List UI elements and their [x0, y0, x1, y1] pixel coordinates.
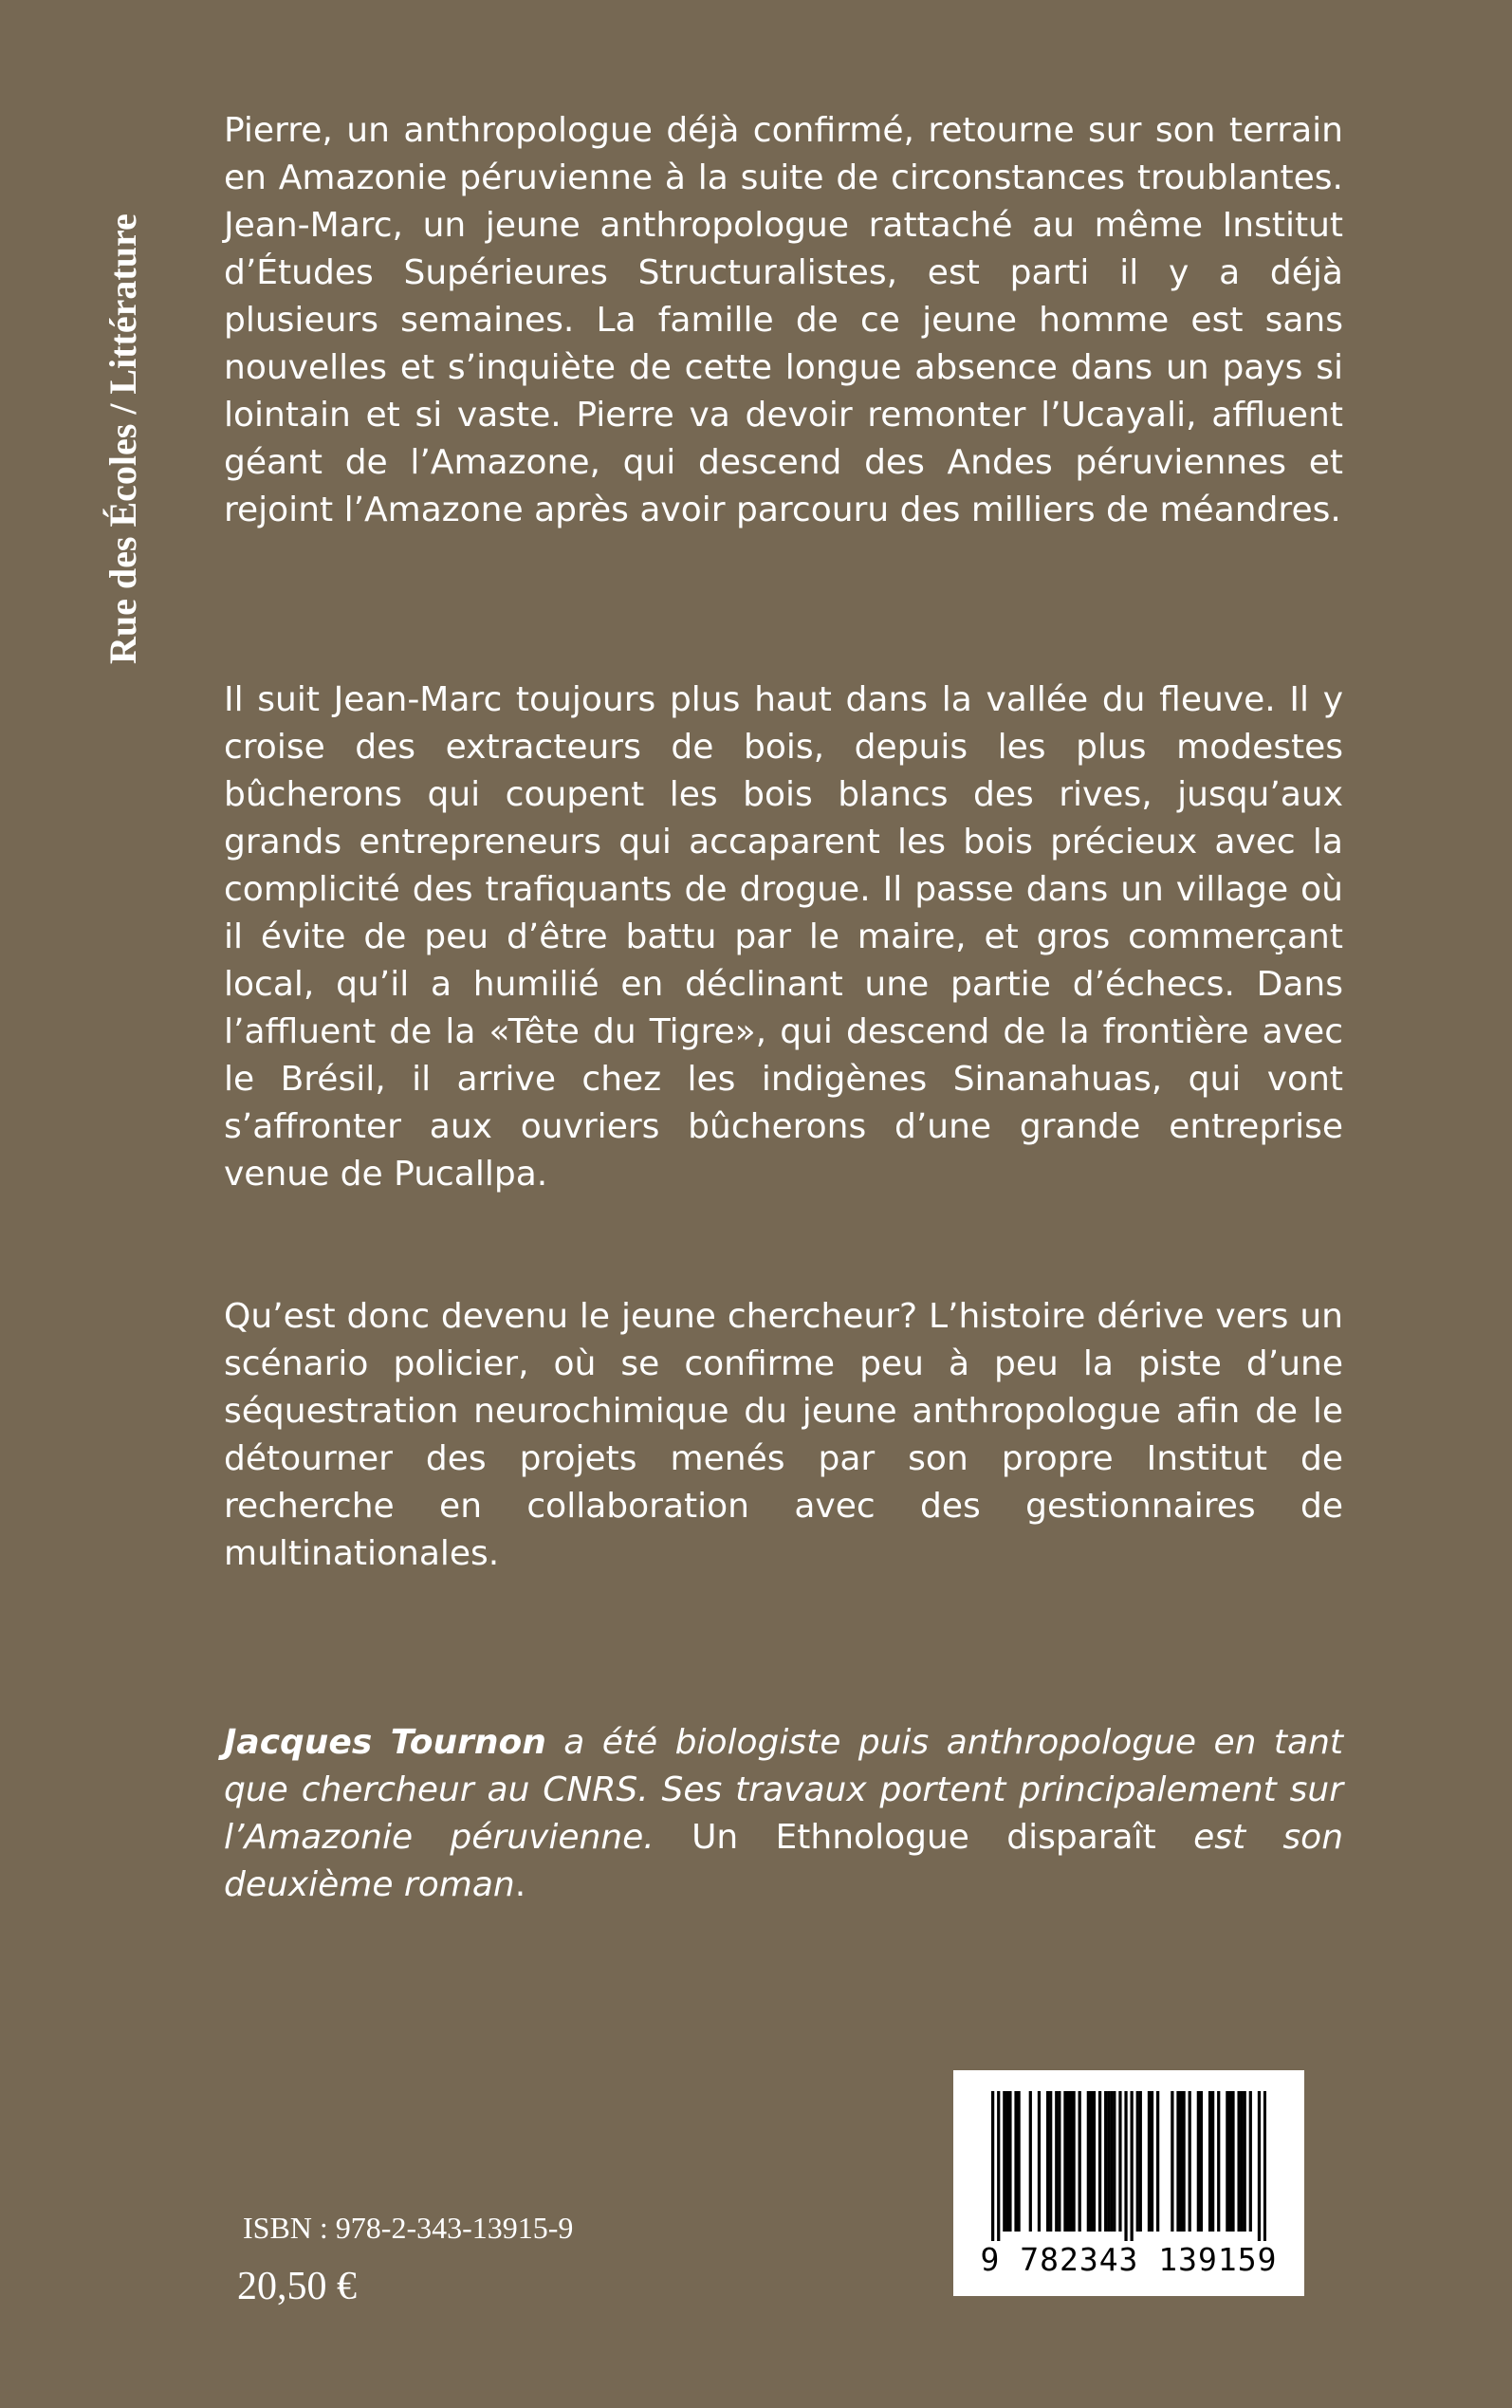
barcode-bar [1014, 2091, 1017, 2232]
barcode-bars [991, 2091, 1266, 2241]
barcode-bar [1069, 2091, 1072, 2232]
blurb-paragraph-3-text: Qu’est donc devenu le jeune chercheur? L’histoire dérive vers un scénario policier, où se confirme peu à peu la piste d’une séquestration neurochimique du jeune anthropologue afin de le détourner des projets menés par son propre Institut de recherche en collaboration avec des gestionnaires de multinationales. [224, 1297, 1343, 1573]
barcode-bar [1090, 2091, 1093, 2232]
barcode-bar [1241, 2091, 1244, 2232]
barcode-bar [997, 2091, 1000, 2241]
barcode-bar [1029, 2091, 1032, 2232]
barcode-bar [1104, 2091, 1107, 2232]
bio-text-part-1: a été biologiste puis anthropologue en tant que chercheur au CNRS. Ses travaux portent principalement sur l’Amazonie péruvienne [224, 1723, 1343, 1857]
barcode-bar [1211, 2091, 1214, 2232]
barcode-bar [1179, 2091, 1182, 2232]
barcode-bar [1156, 2091, 1159, 2232]
barcode-bar [1124, 2091, 1127, 2241]
barcode-bar [1249, 2091, 1252, 2232]
barcode-bar [1003, 2091, 1005, 2232]
book-title: Un Ethnologue disparaît [691, 1818, 1156, 1857]
bio-text-part-2: . [643, 1818, 692, 1857]
barcode-bar [1072, 2091, 1075, 2232]
barcode-bar [1079, 2091, 1081, 2232]
barcode-bar [1182, 2091, 1185, 2232]
barcode-bar [1093, 2091, 1096, 2232]
barcode-bar [1063, 2091, 1066, 2232]
barcode-bar [1151, 2091, 1153, 2232]
bio-text-part-3: est son deuxième roman [224, 1818, 1344, 1904]
price-label: 20,50 € [237, 2265, 357, 2308]
barcode-digits: 9 782343 139159 [980, 2241, 1278, 2278]
barcode-bar [1148, 2091, 1151, 2232]
barcode-bar [1217, 2091, 1220, 2232]
barcode-bar [1113, 2091, 1116, 2232]
barcode-bar [1055, 2091, 1058, 2232]
barcode-bar [1058, 2091, 1060, 2232]
barcode-bar [1017, 2091, 1020, 2232]
barcode-bar [1008, 2091, 1011, 2232]
barcode-bar [1139, 2091, 1142, 2232]
isbn-label: ISBN : 978-2-343-13915-9 [243, 2211, 574, 2245]
barcode-bar [1237, 2091, 1240, 2232]
barcode-bar [1197, 2091, 1200, 2232]
barcode-bar [1226, 2091, 1228, 2232]
barcode-bar [1244, 2091, 1246, 2232]
barcode-bar [1258, 2091, 1261, 2241]
barcode-bar [1098, 2091, 1101, 2232]
barcode-bar [1189, 2091, 1191, 2232]
barcode-bar [1066, 2091, 1069, 2232]
blurb-paragraph-1 [224, 107, 1343, 534]
barcode-bar [1038, 2091, 1041, 2232]
barcode-bar [1118, 2091, 1121, 2232]
barcode-bar [1131, 2091, 1134, 2241]
barcode-bar [1231, 2091, 1234, 2232]
author-bio [224, 1719, 1343, 1909]
blurb-paragraph-3 [224, 1293, 1343, 1578]
barcode-bar [1263, 2091, 1266, 2241]
author-bio-text [224, 1719, 1343, 1909]
barcode-bar [1005, 2091, 1008, 2232]
blurb-paragraph-2 [224, 676, 1343, 1198]
barcode-bar [991, 2091, 994, 2241]
barcode-bar [1176, 2091, 1179, 2232]
barcode-bar [1087, 2091, 1090, 2232]
barcode-bar [1136, 2091, 1139, 2232]
blurb-paragraph-1-text: Pierre, un anthropologue déjà confirmé, retourne sur son terrain en Amazonie péruvienne à la suite de circonstances troublantes. Jean-Marc, un jeune anthropologue rattaché au même Institut d’Études Supérieures Structuralistes, est parti il y a déjà plusieurs semaines. La famille de ce jeune homme est sans nouvelles et s’inquiète de cette longue absence dans un pays si lointain et si vaste. Pierre va devoir remonter l’Ucayali, affluent géant de l’Amazone, qui descend des Andes péruviennes et rejoint l’Amazone après avoir parcouru des milliers de méandres. [224, 111, 1343, 529]
barcode-bar [1200, 2091, 1203, 2232]
barcode-bar [1228, 2091, 1231, 2232]
barcode-box [953, 2070, 1304, 2296]
barcode-bar [1046, 2091, 1049, 2232]
spine-label: Rue des Écoles / Littérature [101, 213, 144, 664]
barcode-bar [1107, 2091, 1110, 2232]
author-name: Jacques Tournon [224, 1723, 546, 1762]
bio-text-part-4: . [514, 1865, 526, 1904]
barcode-bar [1110, 2091, 1113, 2232]
barcode-bar [1208, 2091, 1211, 2232]
barcode-bar [1171, 2091, 1173, 2232]
blurb-paragraph-2-text: Il suit Jean-Marc toujours plus haut dans la vallée du fleuve. Il y croise des extracteurs de bois, depuis les plus modestes bûcherons qui coupent les bois blancs des rives, jusqu’aux grands entrepreneurs qui accaparent les bois précieux avec la complicité des trafiquants de drogue. Il passe dans un village où il évite de peu d’être battu par le maire, et gros commerçant local, qu’il a humilié en déclinant une partie d’échecs. Dans l’affluent de la «Tête du Tigre», qui descend de la frontière avec le Brésil, il arrive chez les indigènes Sinanahuas, qui vont s’affronter aux ouvriers bûcherons d’une grande entreprise venue de Pucallpa. [224, 680, 1343, 1194]
barcode-bar [1049, 2091, 1052, 2232]
